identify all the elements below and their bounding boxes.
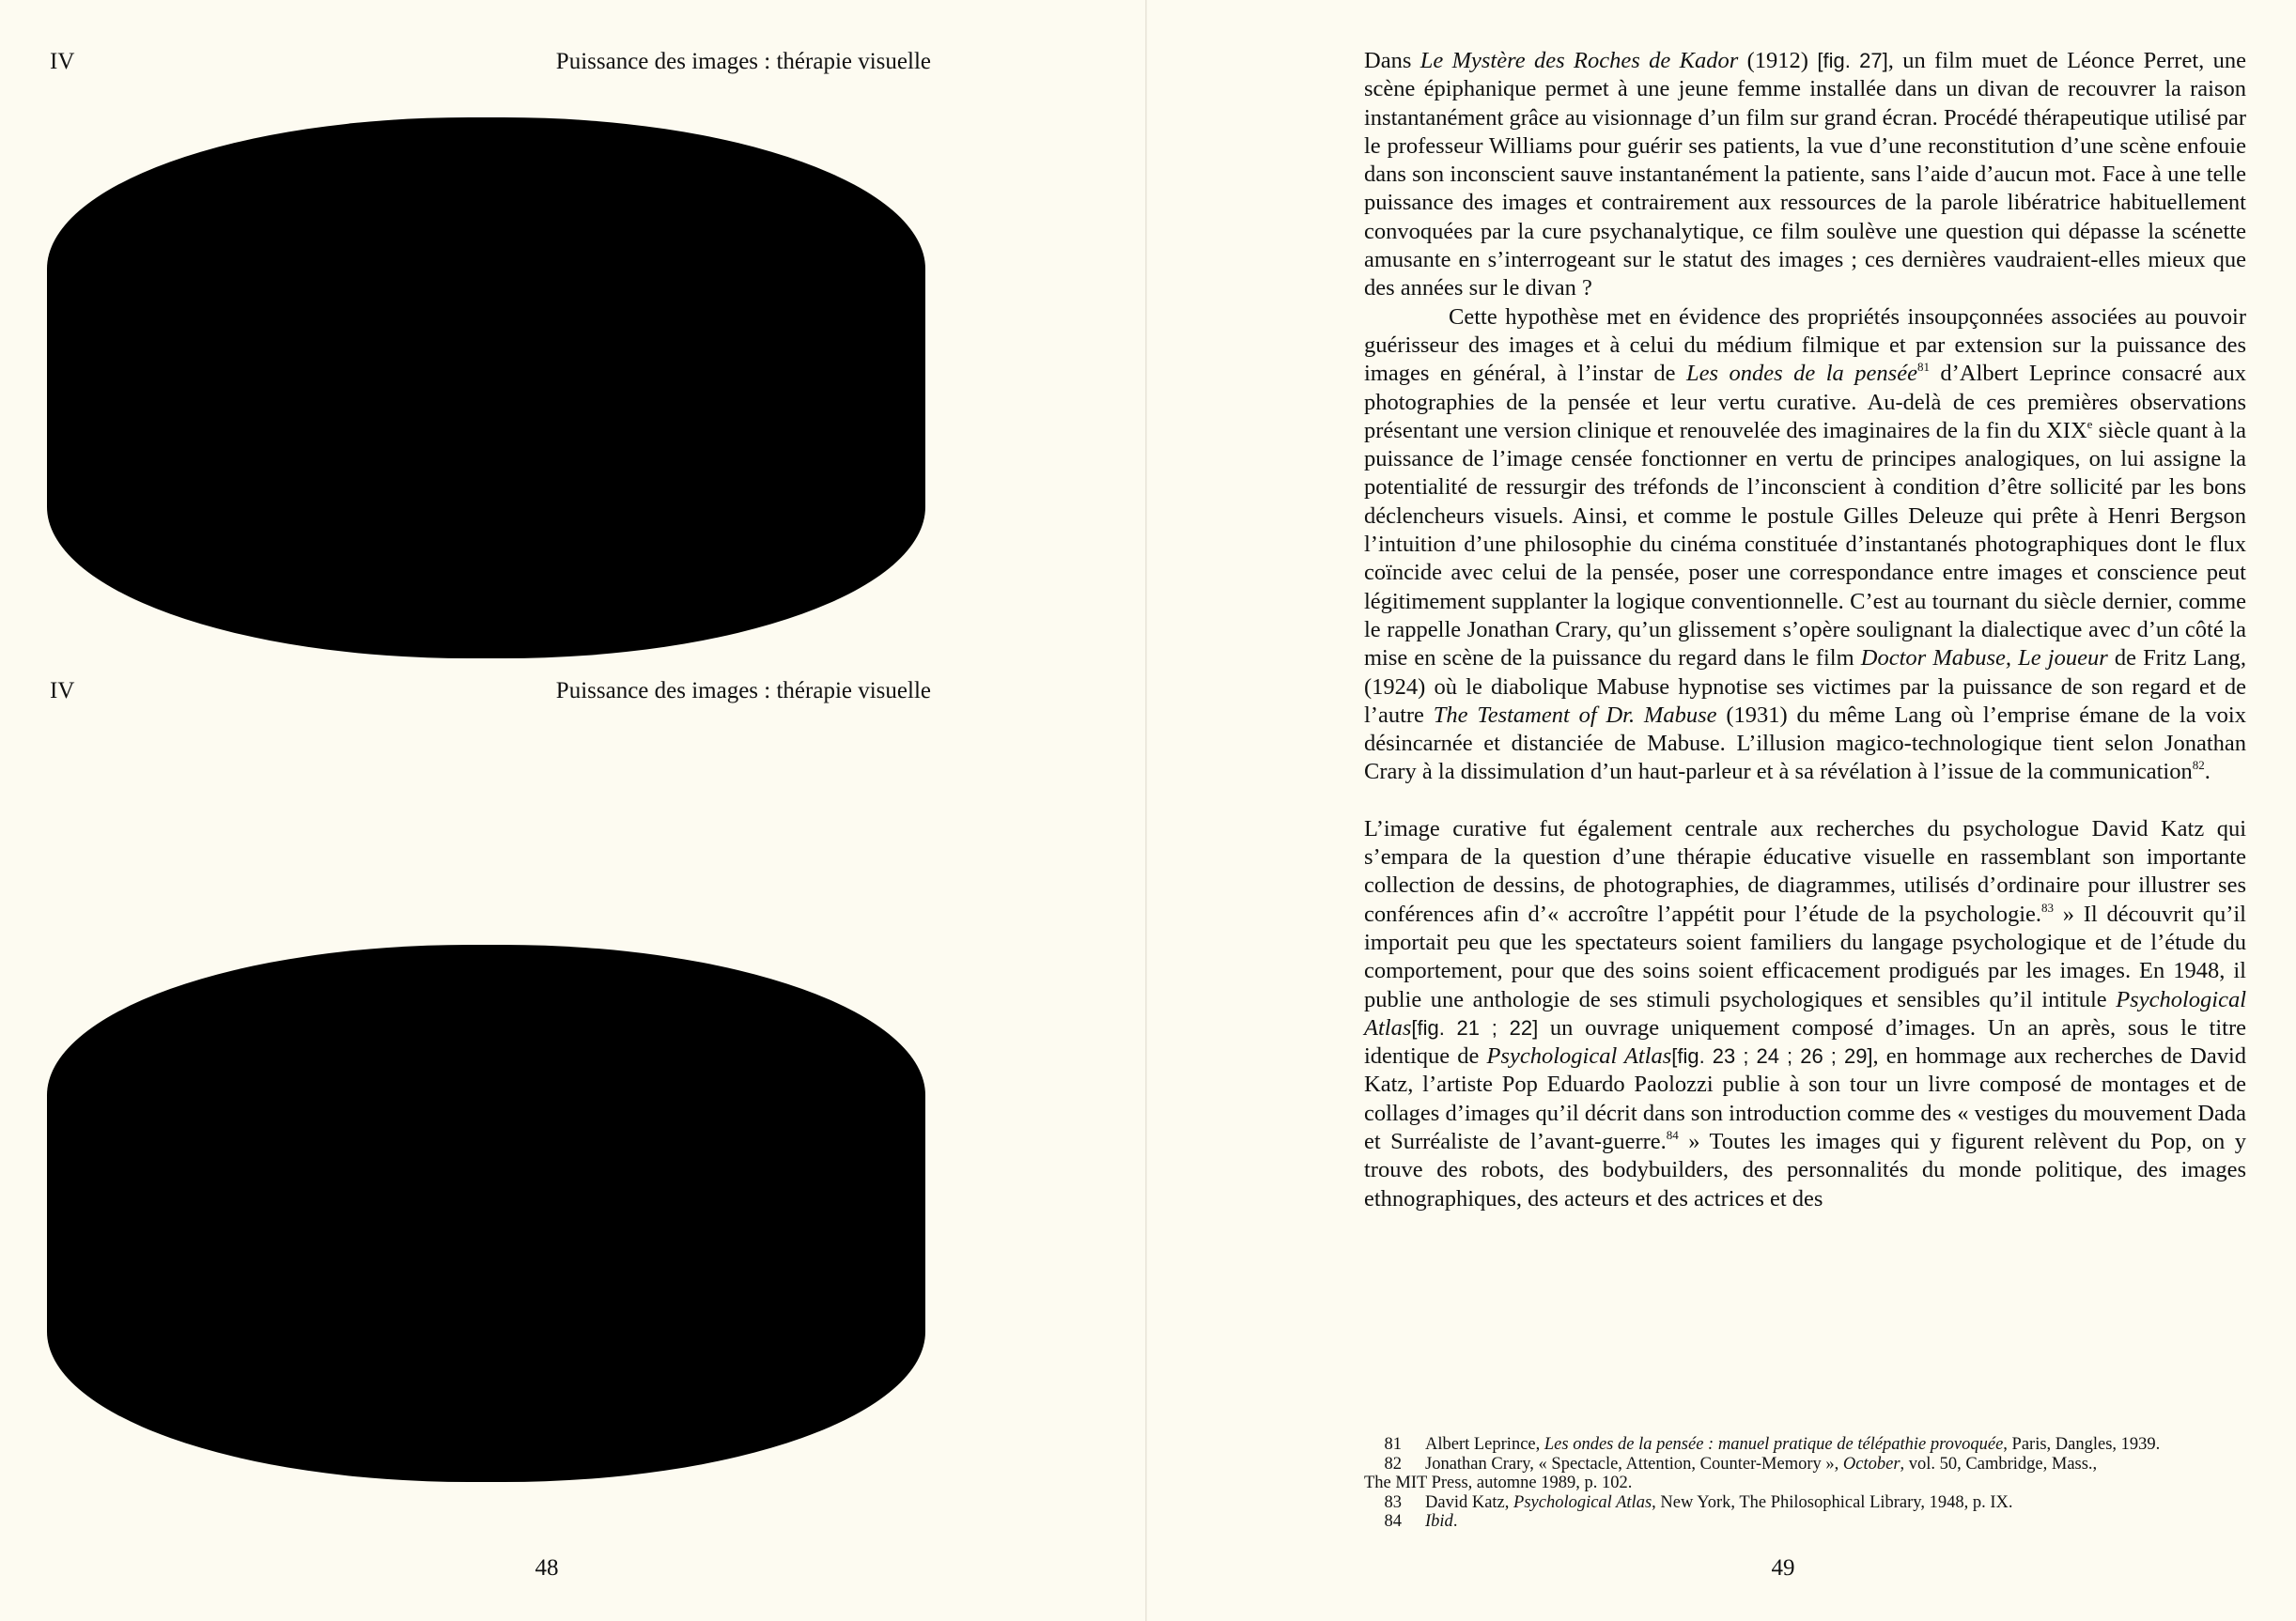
chapter-number: IV bbox=[50, 678, 75, 703]
text-run: , en hommage aux recherches de David Katz, l’artiste Pop Eduardo Paolozzi publie à son tour un livre composé de montages et de collages d’images qu’il décrit dans son introduction comme des « vestiges du mouvement Dada et Surréaliste de l’avant-guerre. bbox=[1364, 1043, 2246, 1154]
footnotes bbox=[1364, 1435, 2246, 1532]
text-run: . bbox=[2204, 759, 2211, 785]
running-head-middle bbox=[50, 677, 931, 705]
footnote-ref: 84 bbox=[1666, 1127, 1679, 1142]
text-run: (1931) du même Lang où l’emprise émane de la voix désincarnée et distanciée de Mabuse. L’illusion magico-technologique tient selon Jonathan Crary à la dissimulation d’un haut-parleur et à sa révélation à l’issue de la communication bbox=[1364, 702, 2246, 785]
body-text bbox=[1364, 47, 2246, 1213]
journal-title: October bbox=[1842, 1454, 1900, 1474]
text-run: David Katz, bbox=[1425, 1492, 1514, 1512]
figure-reference: [fig. 23 ; 24 ; 26 ; 29] bbox=[1671, 1044, 1873, 1069]
footnote-82-continued: The MIT Press, automne 1989, p. 102. bbox=[1364, 1474, 1633, 1492]
paragraph-1 bbox=[1364, 47, 2246, 303]
paragraph-2 bbox=[1364, 303, 2246, 787]
paragraph-3 bbox=[1364, 815, 2246, 1213]
right-page bbox=[1147, 0, 2296, 1621]
book-title: Les ondes de la pensée : manuel pratique de télépathie provoquée bbox=[1544, 1435, 2004, 1454]
book-title: Psychological Atlas bbox=[1513, 1492, 1652, 1512]
left-page bbox=[0, 0, 1145, 1621]
film-title: Doctor Mabuse, Le joueur bbox=[1860, 645, 2108, 672]
footnote-84 bbox=[1364, 1512, 2246, 1532]
figure-reference: [fig. 21 ; 22] bbox=[1411, 1015, 1539, 1040]
book-title: Psychological Atlas bbox=[1364, 986, 2246, 1041]
superscript: e bbox=[2087, 416, 2093, 431]
book-title: Psychological Atlas bbox=[1486, 1043, 1672, 1070]
page-number-right: 49 bbox=[1771, 1555, 1795, 1581]
text-run: » Il découvrit qu’il importait peu que les spectateurs soient familiers du langage psychologique et de l’étude du comportement, pour que des soins soient efficacement prodigués par les images. En 1948, il publie une anthologie de ses stimuli psychologiques et sensibles qu’il intitule bbox=[1364, 901, 2246, 1012]
text-run: , New York, The Philosophical Library, 1948, p. IX. bbox=[1652, 1492, 2013, 1512]
chapter-number: IV bbox=[50, 49, 75, 74]
footnote-number: 84 bbox=[1384, 1512, 1402, 1531]
text-run: d’Albert Leprince consacré aux photographies de la pensée et leur vertu curative. Au-delà de ces premières observations présentant une version clinique et renouvelée des imaginaires de la fin du XIX bbox=[1364, 361, 2246, 443]
text-run: (1912) bbox=[1738, 48, 1818, 73]
book-title: Les ondes de la pensée bbox=[1686, 361, 1917, 387]
black-rounded-image-bottom bbox=[47, 945, 925, 1482]
text-run: Cette hypothèse met en évidence des propriétés insoupçonnées associées au pouvoir guérisseur des images et à celui du médium filmique et par extension sur la puissance des images en général, à l’instar de bbox=[1364, 303, 2246, 387]
text-run: de Fritz Lang, (1924) où le diabolique Mabuse hypnotise ses victimes par la puissance de son regard et de l’autre bbox=[1364, 645, 2247, 728]
chapter-title: Puissance des images : thérapie visuelle bbox=[555, 678, 931, 703]
text-run: , Paris, Dangles, 1939. bbox=[2003, 1435, 2161, 1454]
ibid: Ibid bbox=[1425, 1512, 1453, 1531]
page-number-left: 48 bbox=[535, 1555, 559, 1581]
text-run: , vol. 50, Cambridge, Mass., bbox=[1900, 1454, 2098, 1474]
footnote-number: 82 bbox=[1384, 1454, 1402, 1474]
figure-reference: [fig. 27] bbox=[1817, 49, 1888, 72]
text-run: Jonathan Crary, « Spectacle, Attention, Counter-Memory », bbox=[1425, 1454, 1843, 1474]
footnote-ref: 81 bbox=[1916, 360, 1930, 375]
text-run: . bbox=[1452, 1512, 1458, 1531]
chapter-title: Puissance des images : thérapie visuelle bbox=[555, 49, 931, 74]
text-run: , un film muet de Léonce Perret, une scène épiphanique permet à une jeune femme installée dans un divan de recouvrer la raison instantanément grâce au visionnage d’un film sur grand écran. Procédé thérapeutique utilisé par le professeur Williams pour guérir ses patients, la vue d’une reconstitution d’une scène enfouie dans son inconscient sauve instantanément la patiente, sans l’aide d’aucun mot. Face à une telle puissance des images et contrairement aux ressources de la parole libératrice habituellement convoquées par la cure psychanalytique, ce film soulève une question qui dépasse la scénette amusante en s’interrogeant sur le statut des images ; ces dernières vaudraient-elles mieux que des années sur le divan ? bbox=[1364, 48, 2247, 301]
film-title: The Testament of Dr. Mabuse bbox=[1433, 702, 1717, 728]
text-run: Dans bbox=[1364, 48, 1420, 73]
text-run: » Toutes les images qui y figurent relèvent du Pop, on y trouve des robots, des bodybuilders, des personnalités du monde politique, des images ethnographiques, des acteurs et des actrices et des bbox=[1364, 1128, 2246, 1212]
footnote-ref: 82 bbox=[2192, 758, 2205, 773]
footnote-83 bbox=[1364, 1493, 2246, 1513]
footnote-ref: 83 bbox=[2041, 900, 2054, 915]
film-title: Le Mystère des Roches de Kador bbox=[1419, 48, 1739, 73]
footnote-number: 83 bbox=[1384, 1492, 1402, 1512]
running-head-top bbox=[50, 48, 931, 76]
text-run: siècle quant à la puissance de l’image censée fonctionner en vertu de principes analogiques, on lui assigne la potentialité de ressurgir des tréfonds de l’inconscient à condition d’être sollicité par les bons déclencheurs visuels. Ainsi, et comme le postule Gilles Deleuze qui prête à Henri Bergson l’intuition d’une philosophie du cinéma constituée d’instantanés photographiques dont le flux coïncide avec celui de la pensée, poser une correspondance entre images et conscience peut légitimement supplanter la logique conventionnelle. C’est au tournant du siècle dernier, comme le rappelle Jonathan Crary, qu’un glissement s’opère soulignant la dialectique avec d’un côté la mise en scène de la puissance du regard dans le film bbox=[1364, 417, 2246, 672]
text-run: un ouvrage uniquement composé d’images. Un an après, sous le titre identique de bbox=[1364, 1014, 2246, 1070]
text-run: Albert Leprince, bbox=[1425, 1435, 1544, 1454]
footnote-82 bbox=[1364, 1455, 2246, 1474]
text-run: L’image curative fut également centrale aux recherches du psychologue David Katz qui s’empara de la question d’une thérapie éducative visuelle en rassemblant son importante collection de dessins, de photographies, de diagrammes, utilisés d’ordinaire pour illustrer ses conférences afin d’« accroître l’appétit pour l’étude de la psychologie. bbox=[1364, 815, 2246, 927]
black-rounded-image-top bbox=[47, 117, 925, 658]
footnote-number: 81 bbox=[1384, 1435, 1402, 1454]
footnote-81 bbox=[1364, 1435, 2246, 1455]
